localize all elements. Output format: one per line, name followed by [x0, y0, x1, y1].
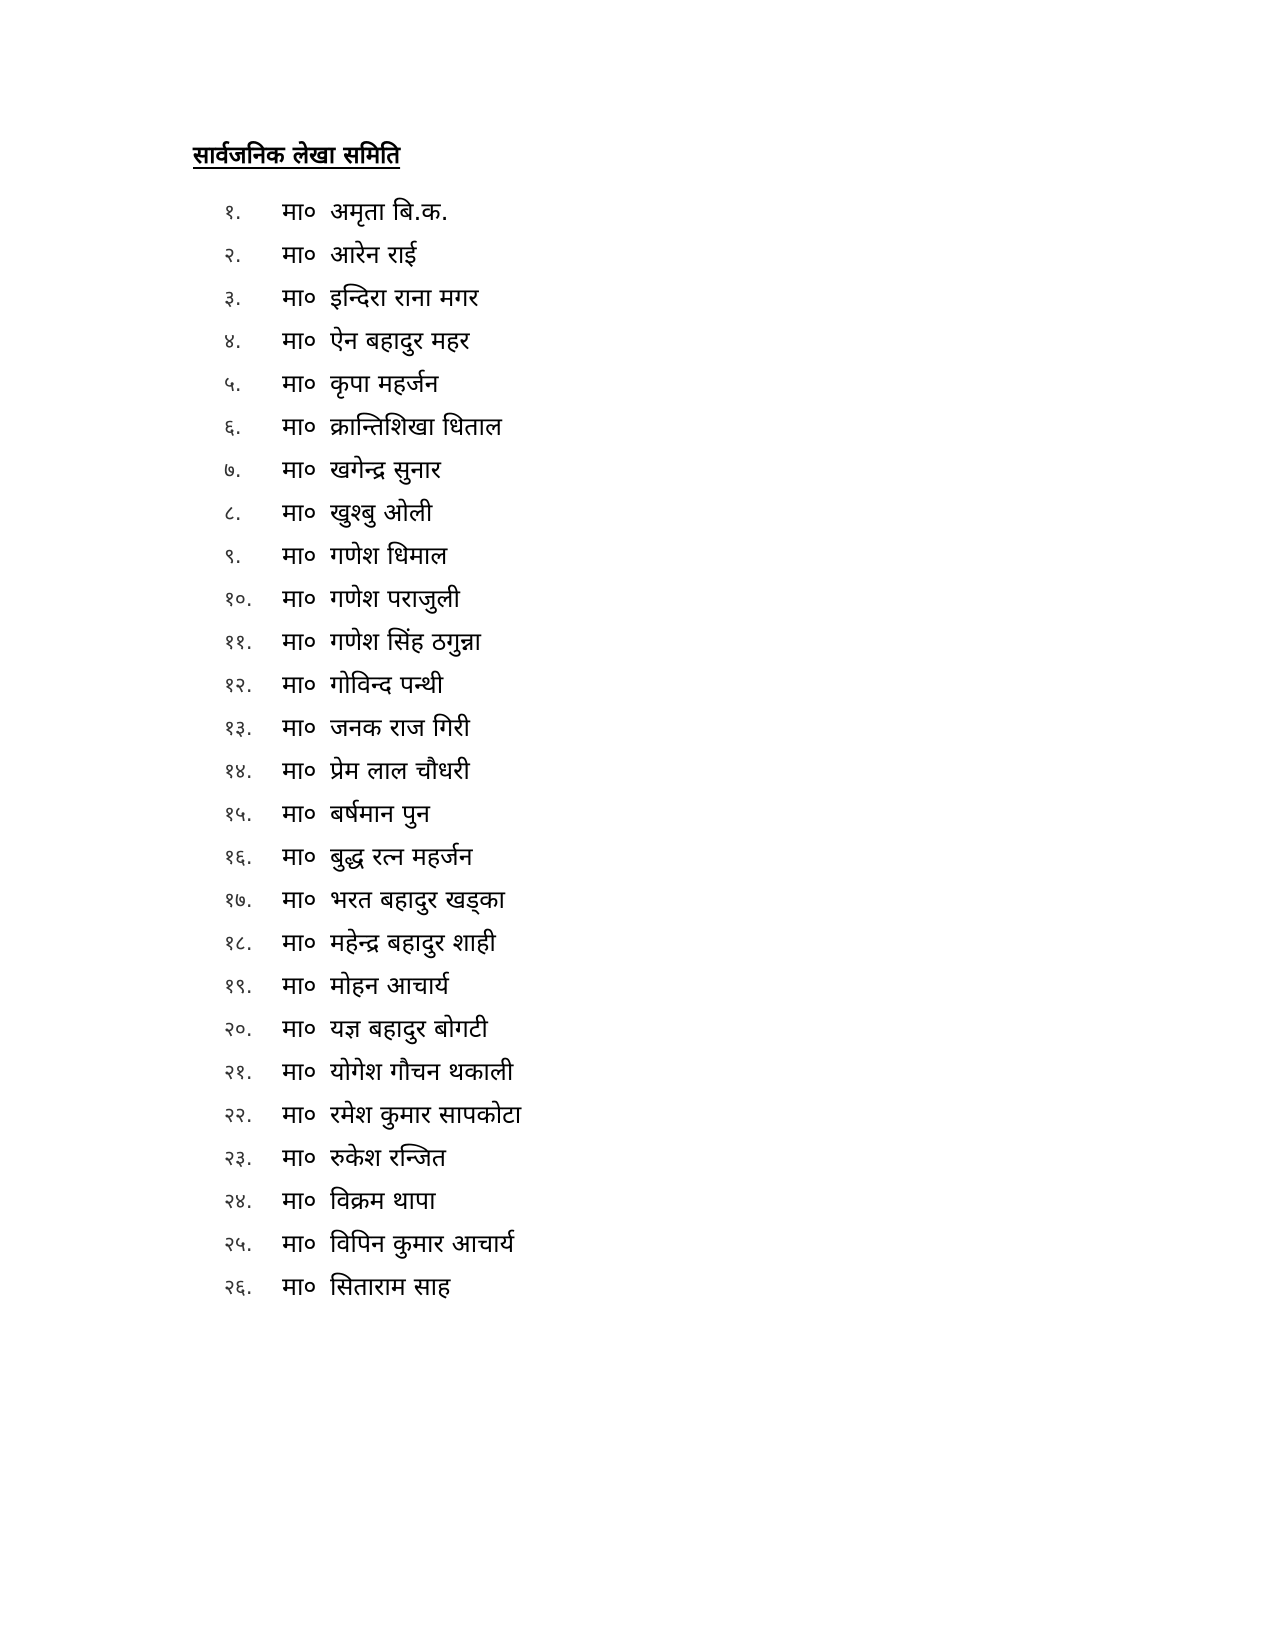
member-list: [0, 190, 700, 1308]
list-item: [0, 448, 700, 491]
member-honorific: मा०: [282, 756, 317, 785]
member-honorific: मा०: [282, 1272, 317, 1301]
member-name: विक्रम थापा: [330, 1186, 436, 1215]
member-name: खुश्बु ओली: [330, 498, 433, 527]
list-item: [0, 620, 700, 663]
member-honorific: मा०: [282, 412, 317, 441]
member-number: १३.: [224, 716, 253, 740]
member-number: ५.: [224, 372, 242, 396]
member-honorific: मा०: [282, 842, 317, 871]
member-honorific: मा०: [282, 197, 317, 226]
member-number: २.: [224, 243, 242, 267]
member-number: २५.: [224, 1232, 253, 1256]
member-honorific: मा०: [282, 1143, 317, 1172]
member-number: २१.: [224, 1060, 253, 1084]
member-honorific: मा०: [282, 498, 317, 527]
member-name: कृपा महर्जन: [330, 369, 439, 398]
list-item: [0, 577, 700, 620]
member-name: रमेश कुमार सापकोटा: [330, 1100, 522, 1129]
member-honorific: मा०: [282, 885, 317, 914]
list-item: [0, 835, 700, 878]
list-item: [0, 878, 700, 921]
member-name: विपिन कुमार आचार्य: [330, 1229, 515, 1258]
list-item: [0, 921, 700, 964]
member-number: ७.: [224, 458, 242, 482]
member-number: १६.: [224, 845, 253, 869]
member-name: ऐन बहादुर महर: [330, 326, 470, 355]
list-item: [0, 792, 700, 835]
member-honorific: मा०: [282, 283, 317, 312]
member-number: ६.: [224, 415, 242, 439]
member-number: २३.: [224, 1146, 253, 1170]
member-name: यज्ञ बहादुर बोगटी: [330, 1014, 488, 1043]
list-item: [0, 1179, 700, 1222]
member-honorific: मा०: [282, 369, 317, 398]
member-number: ९.: [224, 544, 242, 568]
member-honorific: मा०: [282, 1100, 317, 1129]
member-name: गोविन्द पन्थी: [330, 670, 444, 699]
member-name: बर्षमान पुन: [330, 799, 431, 828]
member-honorific: मा०: [282, 1014, 317, 1043]
member-name: प्रेम लाल चौधरी: [330, 756, 470, 785]
member-number: १०.: [224, 587, 253, 611]
list-item: [0, 233, 700, 276]
list-item: [0, 534, 700, 577]
member-name: क्रान्तिशिखा धिताल: [330, 412, 502, 441]
member-name: गणेश पराजुली: [330, 584, 460, 613]
member-number: २४.: [224, 1189, 253, 1213]
member-number: १४.: [224, 759, 253, 783]
member-honorific: मा०: [282, 971, 317, 1000]
member-name: अमृता बि.क.: [330, 197, 449, 226]
member-honorific: मा०: [282, 240, 317, 269]
list-item: [0, 276, 700, 319]
member-number: २०.: [224, 1017, 253, 1041]
member-honorific: मा०: [282, 670, 317, 699]
member-number: २६.: [224, 1275, 253, 1299]
document-title: सार्वजनिक लेखा समिति: [193, 141, 401, 169]
member-name: जनक राज गिरी: [330, 713, 471, 742]
list-item: [0, 1136, 700, 1179]
list-item: [0, 1050, 700, 1093]
list-item: [0, 749, 700, 792]
list-item: [0, 1222, 700, 1265]
member-number: २२.: [224, 1103, 253, 1127]
member-honorific: मा०: [282, 627, 317, 656]
member-name: मोहन आचार्य: [330, 971, 449, 1000]
member-number: ४.: [224, 329, 242, 353]
list-item: [0, 964, 700, 1007]
list-item: [0, 362, 700, 405]
member-name: खगेन्द्र सुनार: [330, 455, 441, 484]
member-name: आरेन राई: [330, 240, 417, 269]
member-name: गणेश सिंह ठगुन्ना: [330, 627, 482, 656]
member-honorific: मा०: [282, 799, 317, 828]
list-item: [0, 319, 700, 362]
member-name: गणेश धिमाल: [330, 541, 448, 570]
member-number: १२.: [224, 673, 253, 697]
list-item: [0, 663, 700, 706]
member-honorific: मा०: [282, 455, 317, 484]
list-item: [0, 1093, 700, 1136]
member-name: इन्दिरा राना मगर: [330, 283, 479, 312]
member-number: १९.: [224, 974, 253, 998]
member-honorific: मा०: [282, 326, 317, 355]
member-honorific: मा०: [282, 713, 317, 742]
member-number: १८.: [224, 931, 253, 955]
member-honorific: मा०: [282, 928, 317, 957]
list-item: [0, 405, 700, 448]
list-item: [0, 1265, 700, 1308]
member-number: ८.: [224, 501, 242, 525]
member-number: ३.: [224, 286, 242, 310]
member-honorific: मा०: [282, 541, 317, 570]
member-number: ११.: [224, 630, 253, 654]
member-number: १५.: [224, 802, 253, 826]
member-name: महेन्द्र बहादुर शाही: [330, 928, 496, 957]
member-name: सिताराम साह: [330, 1272, 451, 1301]
list-item: [0, 190, 700, 233]
member-name: भरत बहादुर खड्का: [330, 885, 505, 914]
member-name: रुकेश रन्जित: [330, 1143, 447, 1172]
list-item: [0, 491, 700, 534]
list-item: [0, 706, 700, 749]
member-honorific: मा०: [282, 1229, 317, 1258]
list-item: [0, 1007, 700, 1050]
member-honorific: मा०: [282, 1057, 317, 1086]
member-honorific: मा०: [282, 1186, 317, 1215]
member-honorific: मा०: [282, 584, 317, 613]
member-name: बुद्ध रत्न महर्जन: [330, 842, 473, 871]
member-number: १.: [224, 200, 242, 224]
member-name: योगेश गौचन थकाली: [330, 1057, 514, 1086]
member-number: १७.: [224, 888, 253, 912]
